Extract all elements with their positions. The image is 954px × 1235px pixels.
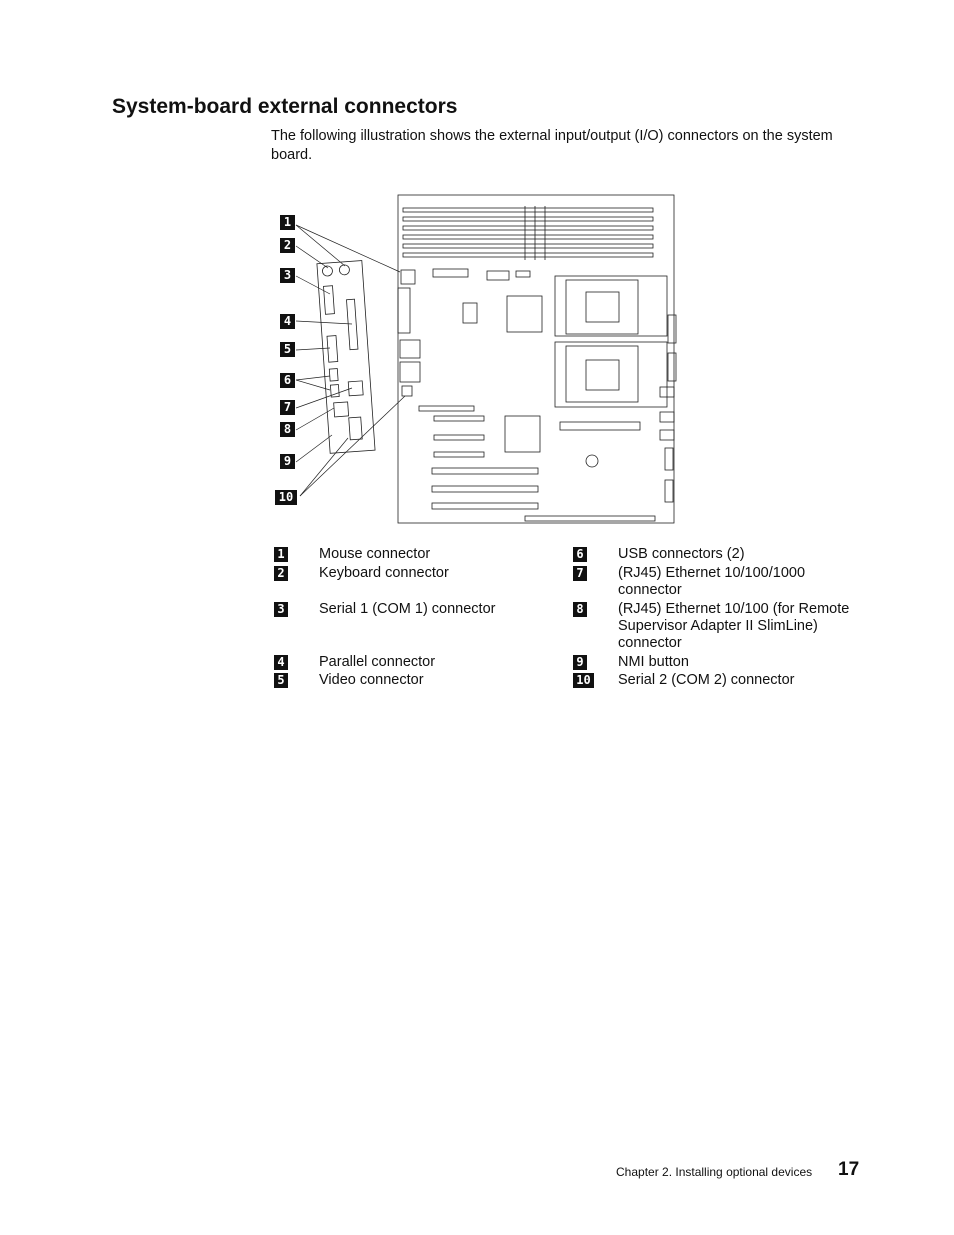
legend-number: 10 — [573, 673, 594, 688]
parallel-port — [347, 299, 358, 349]
legend-number: 5 — [274, 673, 288, 688]
callout-3: 3 — [280, 268, 295, 283]
legend-label: Serial 1 (COM 1) connector — [319, 601, 496, 617]
callout-9: 9 — [280, 454, 295, 469]
system-board-drawing — [270, 190, 690, 530]
callout-4: 4 — [280, 314, 295, 329]
serial-2-port — [349, 417, 363, 440]
legend-number: 9 — [573, 655, 587, 670]
legend-label: USB connectors (2) — [618, 546, 745, 562]
processor-sockets — [555, 276, 667, 407]
legend-label: (RJ45) Ethernet 10/100 (for Remote Supervisor Adapter II SlimLine) connector — [618, 601, 850, 651]
bottom-slot — [525, 516, 655, 521]
legend-number: 6 — [573, 547, 587, 562]
legend-number: 2 — [274, 566, 288, 581]
callout-2: 2 — [280, 238, 295, 253]
dimm-slots — [403, 206, 653, 260]
callout-6: 6 — [280, 373, 295, 388]
legend-label: Parallel connector — [319, 654, 436, 670]
callout-10: 10 — [275, 490, 297, 505]
legend-number: 3 — [274, 602, 288, 617]
legend-label: Video connector — [319, 672, 424, 688]
intro-paragraph: The following illustration shows the external input/output (I/O) connectors on the system board. — [271, 128, 833, 163]
page-title: System-board external connectors — [112, 95, 458, 118]
serial-1-port — [324, 286, 335, 315]
board-io-stack — [398, 270, 420, 396]
callout-1: 1 — [280, 215, 295, 230]
footer-chapter: Chapter 2. Installing optional devices — [616, 1165, 813, 1179]
legend-label: Mouse connector — [319, 546, 431, 562]
callout-8: 8 — [280, 422, 295, 437]
legend-number: 7 — [573, 566, 587, 581]
legend-number: 8 — [573, 602, 587, 617]
system-board-illustration — [270, 190, 690, 530]
page-number: 17 — [838, 1159, 860, 1180]
video-port — [327, 336, 338, 363]
legend-label: Keyboard connector — [319, 565, 449, 581]
legend-number: 4 — [274, 655, 288, 670]
power-connector — [433, 269, 468, 277]
callout-5: 5 — [280, 342, 295, 357]
callout-leaders — [296, 225, 405, 496]
legend-label: (RJ45) Ethernet 10/100/1000 connector — [618, 565, 806, 598]
callout-7: 7 — [280, 400, 295, 415]
legend-label: Serial 2 (COM 2) connector — [618, 672, 795, 688]
legend-number: 1 — [274, 547, 288, 562]
pci-slots — [419, 406, 538, 509]
io-panel — [317, 261, 375, 454]
chipset — [507, 296, 542, 332]
legend-label: NMI button — [618, 654, 689, 670]
